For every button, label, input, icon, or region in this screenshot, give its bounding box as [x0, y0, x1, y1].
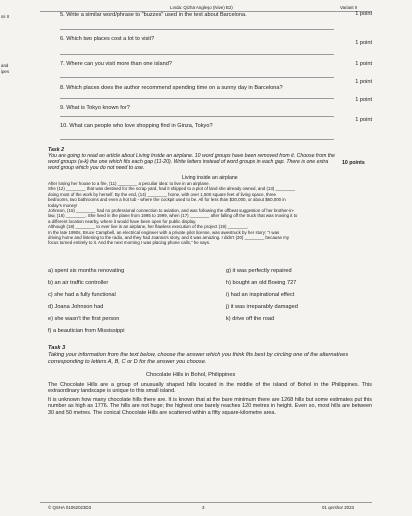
- question-5: 5. Write a similar word/phrase to "buzzes" used in the text about Barcelona.: [60, 12, 247, 18]
- question-8-points: 1 point: [355, 79, 372, 85]
- option-d: d) Joana Johnson had: [48, 304, 104, 310]
- task2-points: 10 points: [342, 160, 365, 166]
- footer-left: © QSHA 01062023D3: [48, 505, 92, 510]
- answer-line[interactable]: [60, 29, 334, 30]
- task2-line: today's money!: [48, 202, 78, 208]
- task2-line: bedrooms, two bathrooms and even a hot tub - where the cockpit used to be. All for less than $30,000, or about $60,000 in: [48, 197, 286, 203]
- footer-rule: [40, 502, 372, 503]
- answer-line[interactable]: [60, 116, 334, 117]
- header-center: Lında: Qizhä Angleşo (Nive) B2): [170, 5, 233, 10]
- task3-article-title: Chocolate Hills in Bohol, Philippines: [146, 372, 236, 378]
- question-6: 6. Which two places cost a lot to visit?: [60, 36, 155, 42]
- task2-line: a different location nearby, where it would have been open for public display.: [48, 218, 197, 224]
- task3-paragraph-1: The Chocolate Hills are a group of unusually shaped hills located in the middle of the island of Bohol in the Philippines. This extraordinary landscape is unique to this small island.: [48, 382, 372, 395]
- task2-line: driving home and listening to the radio, and they had Joanna's story, and it was amazing. I didn't (20) ________ because my: [48, 235, 290, 241]
- answer-line[interactable]: [60, 98, 334, 99]
- task2-line: law, (16) ________. She lived in the plane from 1995 to 1999, when (17) ________ after falling off the truck that was moving it to: [48, 213, 298, 219]
- question-10: 10. What can people who love shopping find in Ginza, Tokyo?: [60, 123, 213, 129]
- option-g: g) it was perfectly repaired: [226, 268, 292, 274]
- answer-line[interactable]: [60, 54, 334, 55]
- question-7: 7. Where can you visit more than one island?: [60, 61, 172, 67]
- margin-note: ss II: [1, 14, 10, 19]
- question-9-points: 1 point: [355, 97, 372, 103]
- margin-note: and: [1, 63, 9, 68]
- option-i: i) had an inspirational effect: [226, 292, 295, 298]
- task2-line: Johnson, (15) ________ had no professional connection to aviation, and was following the offbeat suggestion of her brother-in-: [48, 208, 295, 214]
- task2-instructions: You are going to read an article about Living Inside an airplane. 10 word groups have been removed from it. Choose from the word groups (a-k) the one which fits each gap (11-20). Write letters instead of word groups in each gap. There is one extra word group which you do not need to use.: [48, 153, 335, 172]
- option-e: e) she wasn't the first person: [48, 316, 120, 322]
- question-7-points: 1 point: [355, 61, 372, 67]
- task2-heading: Task 2: [48, 147, 64, 153]
- option-k: k) drive off the road: [226, 316, 275, 322]
- question-9: 9. What is Tokyo known for?: [60, 105, 130, 111]
- answer-line[interactable]: [60, 139, 334, 140]
- answer-line[interactable]: [60, 77, 334, 78]
- task2-line: Although (18) ________ to ever live in an airplane, her flawless execution of the project (19) ________.: [48, 224, 249, 230]
- task2-line: She (12) ________ that was destined for the scrap yard, had it shipped to a plot of land she already owned, and (13) ________: [48, 186, 296, 192]
- option-j: j) it was irreparably damaged: [226, 304, 298, 310]
- task3-instructions: Taking your information from the text below, choose the answer which you think fits best by circling one of the alternatives corresponding to letters A, B, C or D for the answer you choose.: [48, 352, 349, 365]
- option-c: c) she had a fully functional: [48, 292, 116, 298]
- task2-line: In the late 1990s, Bruce Campbell, an electrical engineer with a private pilot license, was awestruck by her story: "I was: [48, 229, 280, 235]
- task2-article-body: [48, 181, 378, 246]
- option-f: f) a beautician from Mississippi: [48, 328, 125, 334]
- task3-paragraph-2: It is unknown how many chocolate hills there are. It is known that at the bare minimum there are 1268 hills but some estimates put this number as high as 1776. The hills are not huge; the highest one barely reaches 120 metres in height. Even so, most hills are between 30 and 50 metres. The conical Chocolate Hills are scattered within a fifty square-kilometre area.: [48, 397, 372, 416]
- margin-note: ipes: [1, 69, 10, 74]
- task2-line: doing most of the work by herself. By the end, (14) ________ home, with over 1,500 square feet of living space, three: [48, 191, 276, 197]
- page-number: 3: [202, 505, 205, 510]
- question-8: 8. Which places does the author recommend spending time on a sunny day in Barcelona?: [60, 85, 283, 91]
- task3-heading: Task 3: [48, 345, 66, 351]
- task2-line: After losing her house to a fire, (11) ________ a peculiar idea: to live in an airplane.: [48, 181, 210, 186]
- question-10-points: 1 point: [355, 117, 372, 123]
- question-6-points: 1 point: [355, 40, 372, 46]
- option-a: a) spent six months renovating: [48, 268, 125, 274]
- task2-line: focus turned entirely to it. And the next morning I was placing phone calls," he says.: [48, 240, 211, 246]
- footer-right: 01 qershor 2023: [322, 505, 354, 510]
- task2-article-title: Living inside an airplane: [182, 175, 238, 181]
- question-5-points: 1 point: [355, 11, 372, 17]
- option-h: h) bought an old Boeing 727: [226, 280, 297, 286]
- header-right: Variant II: [340, 5, 358, 10]
- option-b: b) an air traffic controller: [48, 280, 109, 286]
